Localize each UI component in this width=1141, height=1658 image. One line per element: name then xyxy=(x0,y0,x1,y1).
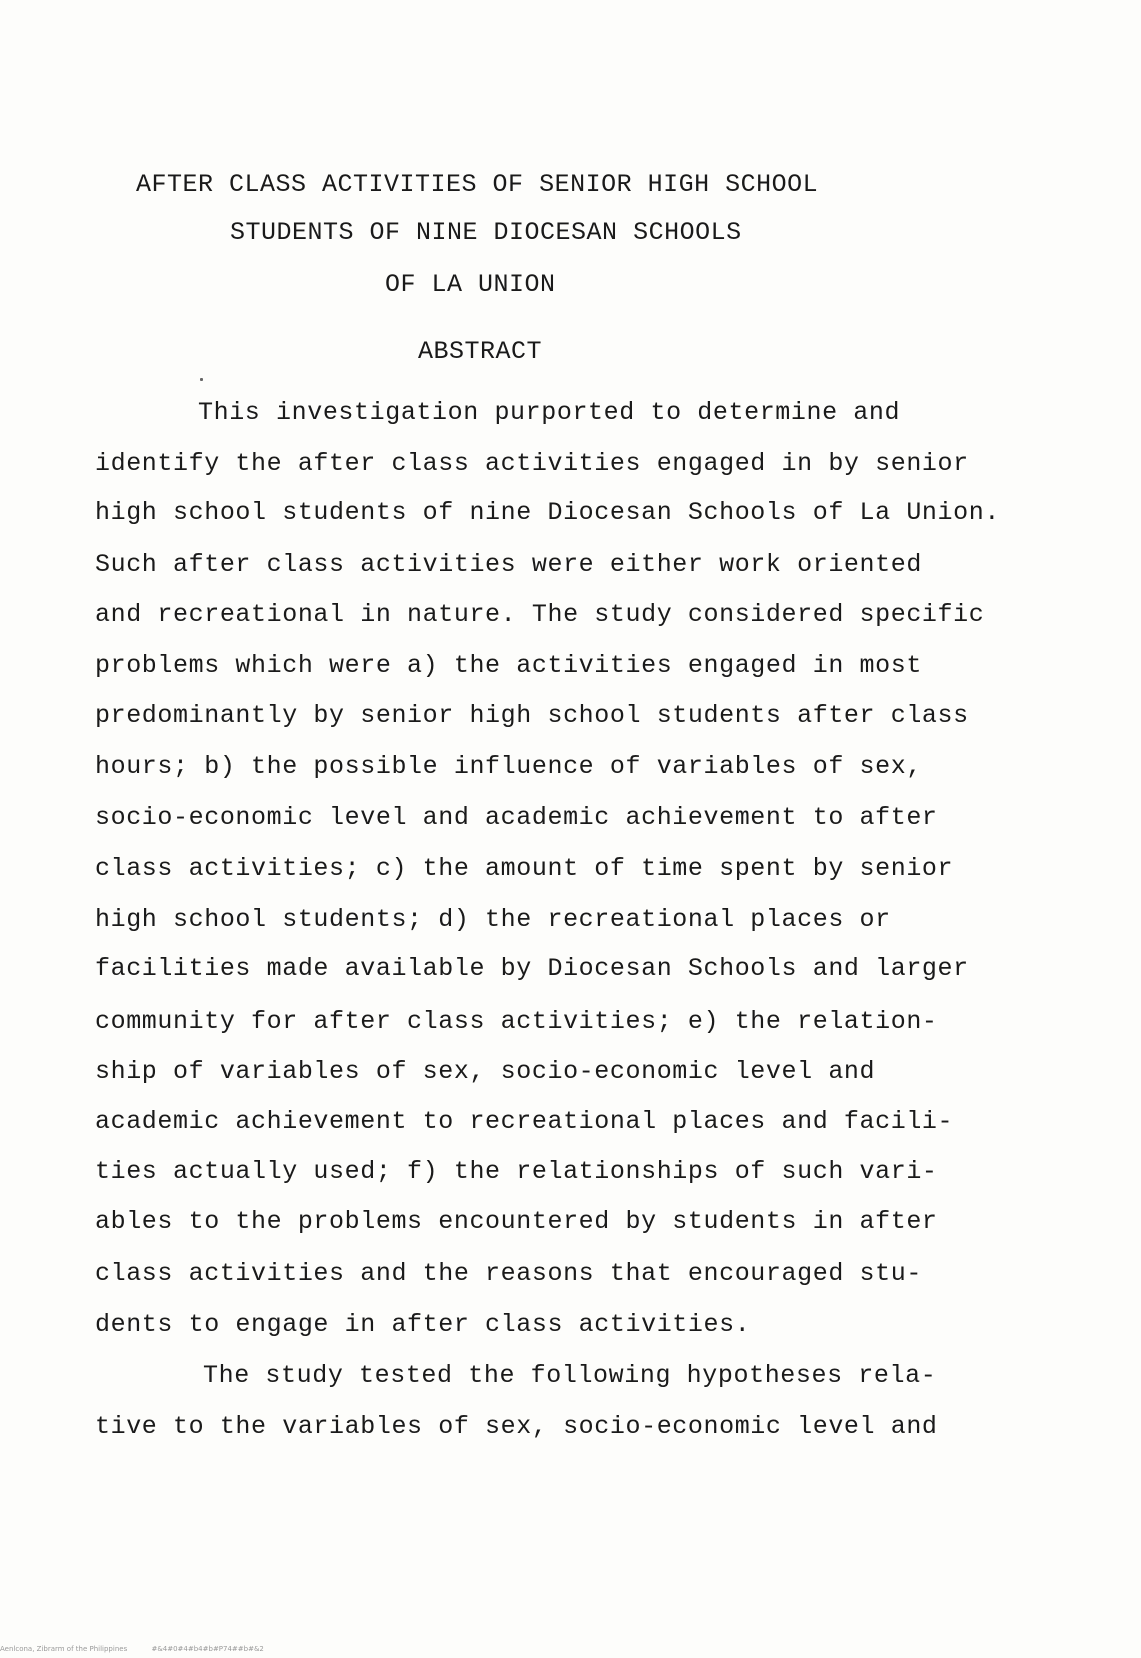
scan-speck xyxy=(200,378,203,381)
title-line-2: STUDENTS OF NINE DIOCESAN SCHOOLS xyxy=(230,218,742,247)
body-line: high school students of nine Diocesan Schools of La Union. xyxy=(95,498,1000,527)
body-line: and recreational in nature. The study considered specific xyxy=(95,600,985,629)
body-line: class activities; c) the amount of time spent by senior xyxy=(95,854,954,883)
body-line: ables to the problems encountered by students in after xyxy=(95,1207,938,1236)
body-line: Such after class activities were either work oriented xyxy=(95,550,922,579)
body-line: socio-economic level and academic achievement to after xyxy=(95,803,938,832)
body-line: problems which were a) the activities engaged in most xyxy=(95,651,922,680)
body-line: hours; b) the possible influence of variables of sex, xyxy=(95,752,922,781)
body-line: predominantly by senior high school students after class xyxy=(95,701,969,730)
footer-id-text: #&4#0#4#b4#b#P74##b#&2 xyxy=(151,1645,264,1653)
scan-footer xyxy=(0,1645,286,1653)
title-line-3: OF LA UNION xyxy=(385,270,556,299)
body-line: The study tested the following hypotheses rela- xyxy=(203,1361,937,1390)
body-line: academic achievement to recreational places and facili- xyxy=(95,1107,954,1136)
body-line: dents to engage in after class activities. xyxy=(95,1310,751,1339)
title-line-1: AFTER CLASS ACTIVITIES OF SENIOR HIGH SCHOOL xyxy=(136,170,819,199)
footer-source-text: Aenlcona, Zibrarm of the Philippines xyxy=(0,1645,128,1653)
body-line: class activities and the reasons that encouraged stu- xyxy=(95,1259,922,1288)
body-line: ship of variables of sex, socio-economic level and xyxy=(95,1057,876,1086)
body-line: tive to the variables of sex, socio-economic level and xyxy=(95,1412,938,1441)
body-line: facilities made available by Diocesan Schools and larger xyxy=(95,954,969,983)
body-line: identify the after class activities engaged in by senior xyxy=(95,449,969,478)
body-line: ties actually used; f) the relationships of such vari- xyxy=(95,1157,938,1186)
body-line: community for after class activities; e) the relation- xyxy=(95,1007,938,1036)
body-line: This investigation purported to determine and xyxy=(198,398,901,427)
body-line: high school students; d) the recreational places or xyxy=(95,905,891,934)
section-heading-abstract: ABSTRACT xyxy=(418,337,543,366)
